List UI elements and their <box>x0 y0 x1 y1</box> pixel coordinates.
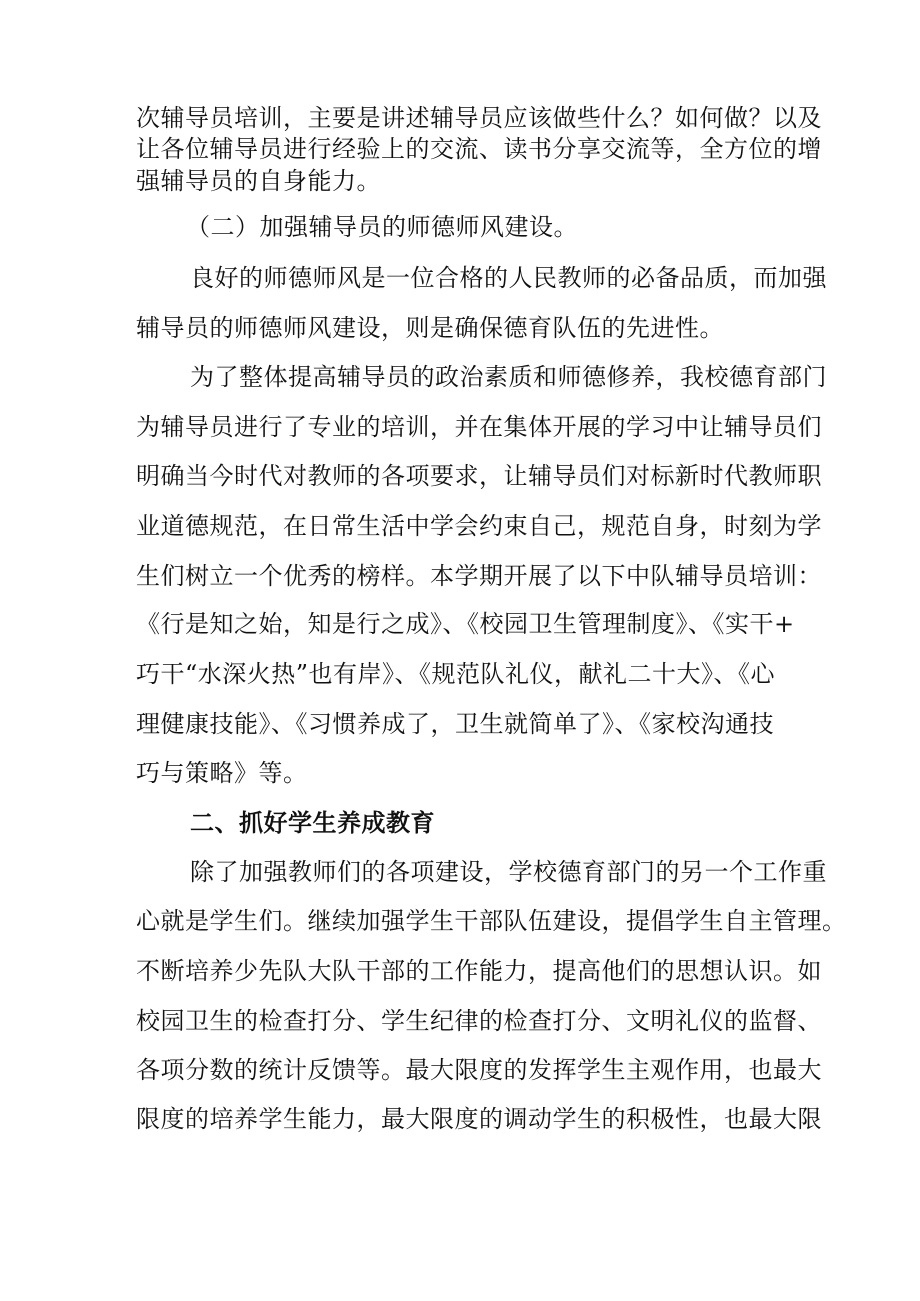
section-heading: 二、抓好学生养成教育 <box>190 809 435 837</box>
text-line: 明确当今时代对教师的各项要求，让辅导员们对标新时代教师职 <box>136 462 822 490</box>
text-line: 让各位辅导员进行经验上的交流、读书分享交流等，全方位的增 <box>136 135 822 163</box>
text-line: 除了加强教师们的各项建设，学校德育部门的另一个工作重 <box>190 858 827 886</box>
text-line: 限度的培养学生能力，最大限度的调动学生的积极性，也最大限 <box>136 1105 822 1133</box>
text-line: 各项分数的统计反馈等。最大限度的发挥学生主观作用，也最大 <box>136 1056 822 1084</box>
text-line: 辅导员的师德师风建设，则是确保德育队伍的先进性。 <box>136 314 724 342</box>
text-line: 良好的师德师风是一位合格的人民教师的必备品质，而加强 <box>190 264 827 292</box>
text-line: 业道德规范，在日常生活中学会约束自己，规范自身，时刻为学 <box>136 512 822 540</box>
text-line: 《行是知之始，知是行之成》、《校园卫生管理制度》、《实干+ <box>136 610 795 638</box>
text-line: 次辅导员培训，主要是讲述辅导员应该做些什么？如何做？以及 <box>136 104 822 132</box>
text-line: 为辅导员进行了专业的培训，并在集体开展的学习中让辅导员们 <box>136 413 822 441</box>
text-line: 不断培养少先队大队干部的工作能力，提高他们的思想认识。如 <box>136 957 822 985</box>
text-line: 理健康技能》、《习惯养成了，卫生就简单了》、《家校沟通技 <box>136 710 774 738</box>
text-line: 巧与策略》等。 <box>136 759 308 787</box>
text-line: 巧干“水深火热”也有岸》、《规范队礼仪，献礼二十大》、《心 <box>136 660 776 688</box>
text-line: 心就是学生们。继续加强学生干部队伍建设，提倡学生自主管理。 <box>136 907 847 935</box>
text-line: 生们树立一个优秀的榜样。本学期开展了以下中队辅导员培训： <box>136 562 822 590</box>
text-line: 强辅导员的自身能力。 <box>136 167 381 195</box>
section-subheading: （二）加强辅导员的师德师风建设。 <box>186 213 578 241</box>
text-line: 为了整体提高辅导员的政治素质和师德修养，我校德育部门 <box>190 363 827 391</box>
text-line: 校园卫生的检查打分、学生纪律的检查打分、文明礼仪的监督、 <box>136 1007 822 1035</box>
